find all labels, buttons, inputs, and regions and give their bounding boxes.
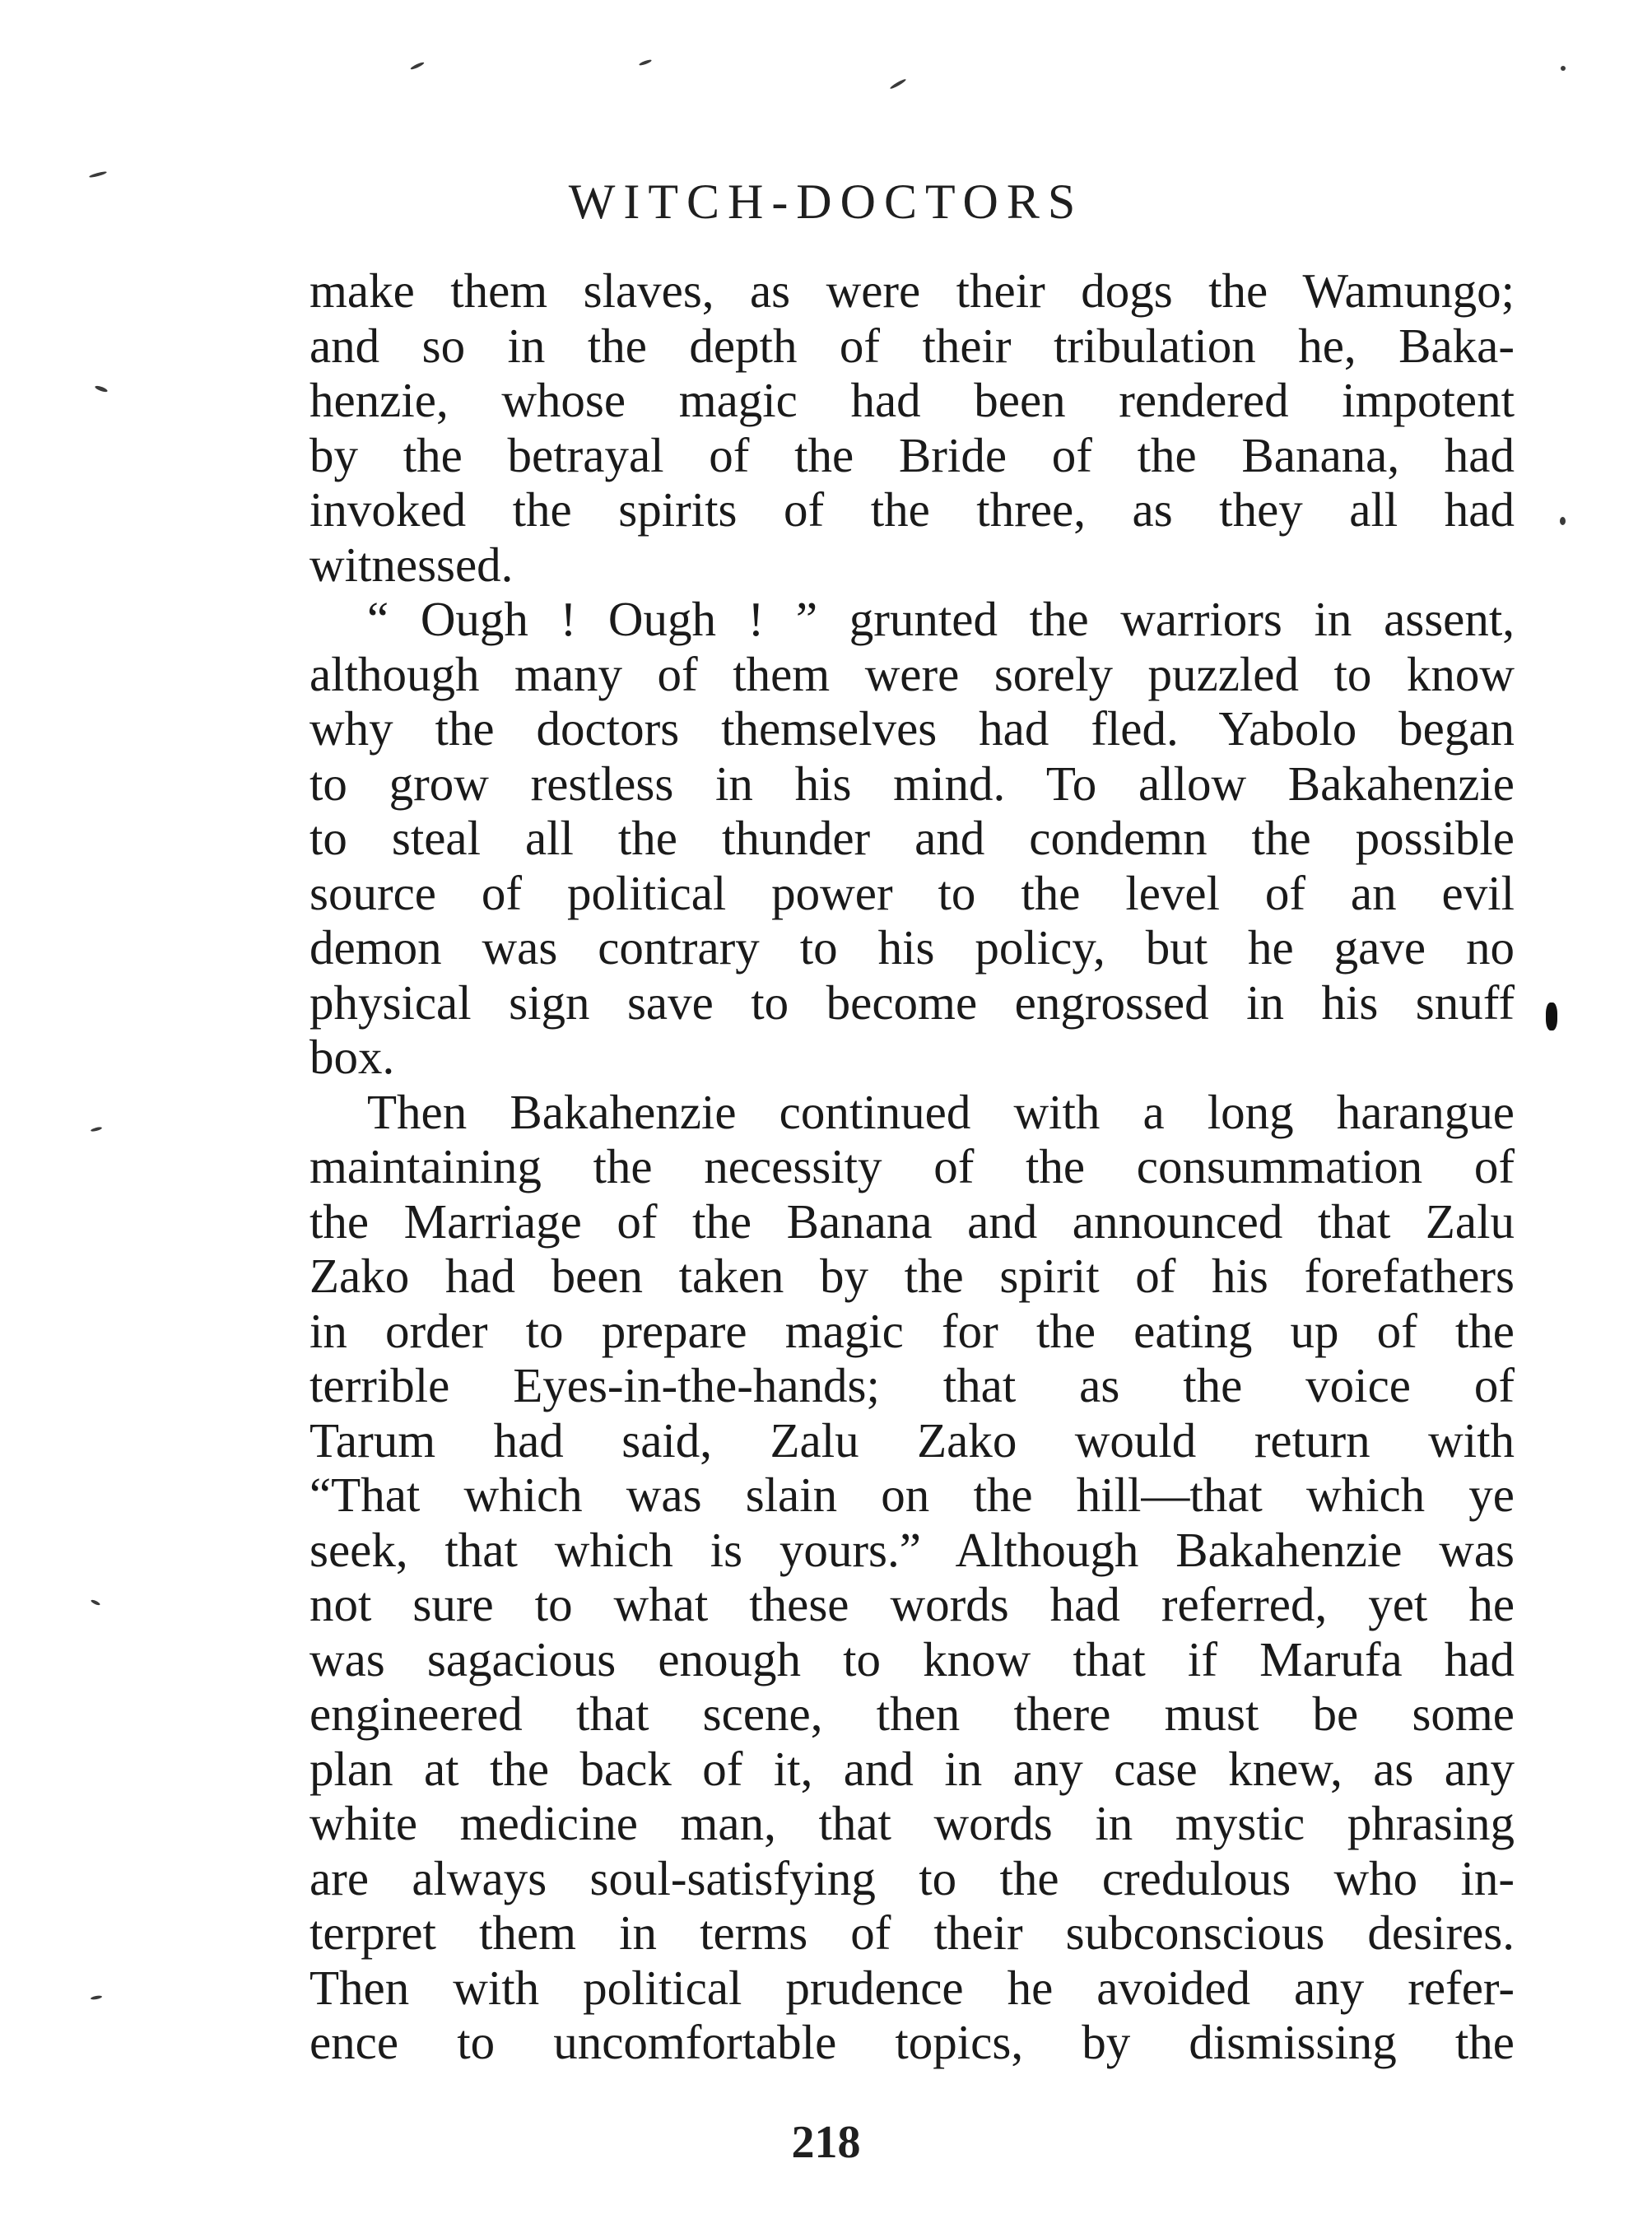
scan-speck — [91, 1599, 101, 1607]
scan-speck — [1561, 66, 1566, 71]
text-line: henzie, whose magic had been rendered impotent — [309, 373, 1515, 427]
text-line: make them slaves, as were their dogs the Wamungo; — [309, 263, 1515, 318]
margin-mark — [1546, 1003, 1557, 1030]
scan-speck — [639, 58, 652, 66]
body-text — [309, 263, 1515, 2070]
text-line: witnessed. — [309, 537, 514, 592]
text-line: by the betrayal of the Bride of the Banana, had — [309, 427, 1515, 482]
text-line: although many of them were sorely puzzled to know — [309, 646, 1515, 701]
scan-speck — [95, 384, 109, 393]
text-line: terrible Eyes-in-the-hands; that as the voice of — [309, 1358, 1515, 1412]
text-line: “ Ough ! Ough ! ” grunted the warriors in assent, — [367, 592, 1515, 646]
text-line: physical sign save to become engrossed in his snuff — [309, 975, 1515, 1030]
text-line: not sure to what these words had referred, yet he — [309, 1577, 1515, 1631]
text-line: box. — [309, 1030, 395, 1084]
text-line: white medicine man, that words in mystic phrasing — [309, 1796, 1515, 1850]
scan-speck — [889, 78, 906, 90]
text-line: in order to prepare magic for the eating up of the — [309, 1303, 1515, 1358]
text-line: the Marriage of the Banana and announced that Zalu — [309, 1193, 1515, 1249]
text-line: “That which was slain on the hill—that which ye — [309, 1468, 1515, 1522]
scan-speck — [410, 61, 425, 70]
scan-speck — [91, 1126, 103, 1132]
text-line: engineered that scene, then there must be some — [309, 1686, 1515, 1741]
text-line: are always soul-satisfying to the credulous who in- — [309, 1850, 1515, 1905]
text-line: to steal all the thunder and condemn the possible — [309, 811, 1515, 865]
text-line: and so in the depth of their tribulation he, Baka- — [309, 318, 1515, 373]
text-line: Then Bakahenzie continued with a long harangue — [367, 1084, 1515, 1139]
text-line: invoked the spirits of the three, as they all had — [309, 482, 1515, 537]
text-line: demon was contrary to his policy, but he gave no — [309, 920, 1515, 975]
text-line: source of political power to the level of an evil — [309, 865, 1515, 920]
running-head: WITCH-DOCTORS — [568, 174, 1084, 229]
text-line: why the doctors themselves had fled. Yabolo began — [309, 701, 1515, 756]
text-line: terpret them in terms of their subconscious desires. — [309, 1905, 1515, 1960]
text-line: plan at the back of it, and in any case knew, as any — [309, 1741, 1515, 1796]
scan-speck — [1560, 517, 1566, 525]
text-line: maintaining the necessity of the consummation of — [309, 1139, 1515, 1193]
text-line: to grow restless in his mind. To allow Bakahenzie — [309, 756, 1515, 811]
text-line: was sagacious enough to know that if Marufa had — [309, 1631, 1515, 1686]
text-line: Tarum had said, Zalu Zako would return with — [309, 1412, 1515, 1468]
text-line: seek, that which is yours.” Although Bakahenzie was — [309, 1522, 1515, 1577]
text-line: Zako had been taken by the spirit of his forefathers — [309, 1249, 1515, 1303]
page-number: 218 — [791, 2117, 861, 2168]
text-line: Then with political prudence he avoided any refer- — [309, 1960, 1515, 2015]
text-line: ence to uncomfortable topics, by dismissing the — [309, 2015, 1515, 2069]
scan-speck — [91, 1995, 102, 2000]
